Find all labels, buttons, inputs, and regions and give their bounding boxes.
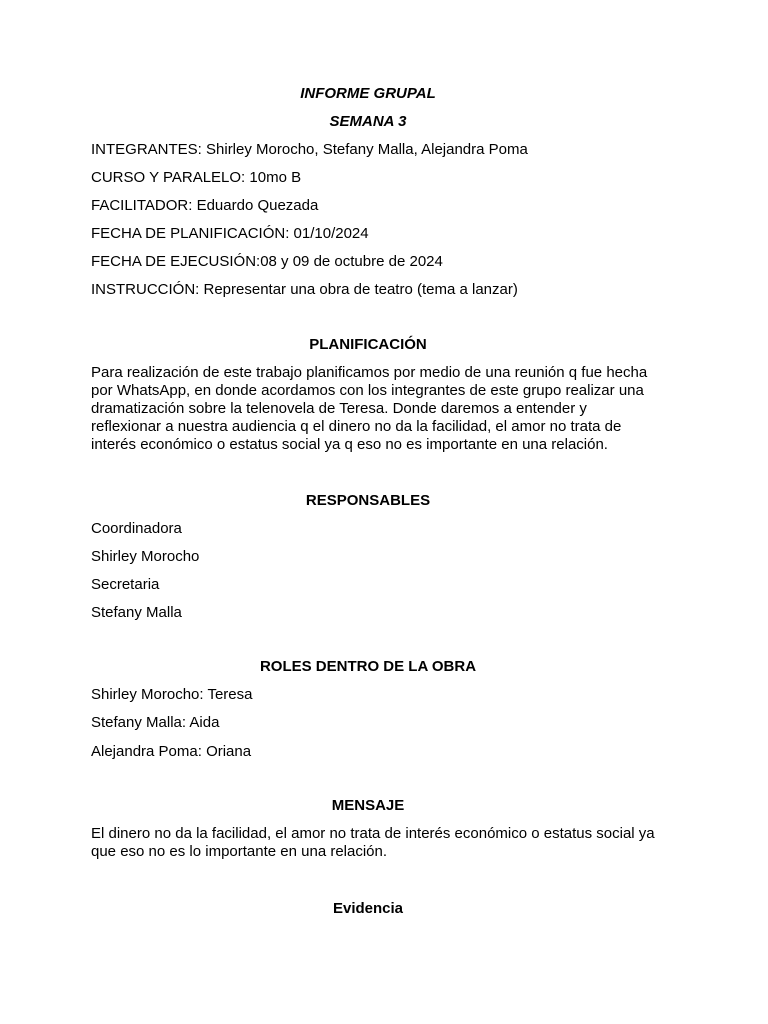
role-item: Alejandra Poma: Oriana — [91, 743, 252, 760]
fecha-planificacion-line: FECHA DE PLANIFICACIÓN: 01/10/2024 — [91, 225, 369, 242]
integrantes-line: INTEGRANTES: Shirley Morocho, Stefany Malla, Alejandra Poma — [91, 141, 528, 158]
roles-heading: ROLES DENTRO DE LA OBRA — [259, 658, 477, 675]
paragraph-line: Para realización de este trabajo planificamos por medio de una reunión q fue hecha — [91, 364, 648, 381]
paragraph-line: interés económico o estatus social ya q eso no es importante en una relación. — [91, 436, 608, 453]
curso-line: CURSO Y PARALELO: 10mo B — [91, 169, 302, 186]
mensaje-heading: MENSAJE — [331, 797, 405, 814]
responsables-item: Coordinadora — [91, 520, 182, 537]
instruccion-line: INSTRUCCIÓN: Representar una obra de teatro (tema a lanzar) — [91, 281, 518, 298]
facilitador-line: FACILITADOR: Eduardo Quezada — [91, 197, 319, 214]
planificacion-paragraph — [91, 364, 691, 454]
role-item: Stefany Malla: Aida — [91, 714, 220, 731]
fecha-ejecucion-line: FECHA DE EJECUSIÓN:08 y 09 de octubre de 2024 — [91, 253, 443, 270]
week-label: SEMANA 3 — [329, 113, 407, 130]
mensaje-paragraph — [91, 825, 691, 861]
responsables-item: Shirley Morocho — [91, 548, 200, 565]
paragraph-line: por WhatsApp, en donde acordamos con los integrantes de este grupo realizar una — [91, 382, 644, 399]
paragraph-line: El dinero no da la facilidad, el amor no trata de interés económico o estatus social ya — [91, 825, 655, 842]
paragraph-line: que eso no es lo importante en una relación. — [91, 843, 388, 860]
document-title: INFORME GRUPAL — [300, 85, 436, 102]
paragraph-line: dramatización sobre la telenovela de Teresa. Donde daremos a entender y — [91, 400, 587, 417]
paragraph-line: reflexionar a nuestra audiencia q el dinero no da la facilidad, el amor no trata de — [91, 418, 622, 435]
responsables-heading: RESPONSABLES — [305, 492, 431, 509]
responsables-item: Stefany Malla — [91, 604, 182, 621]
evidencia-heading: Evidencia — [332, 900, 404, 917]
planificacion-heading: PLANIFICACIÓN — [309, 336, 427, 353]
role-item: Shirley Morocho: Teresa — [91, 686, 253, 703]
responsables-item: Secretaria — [91, 576, 160, 593]
